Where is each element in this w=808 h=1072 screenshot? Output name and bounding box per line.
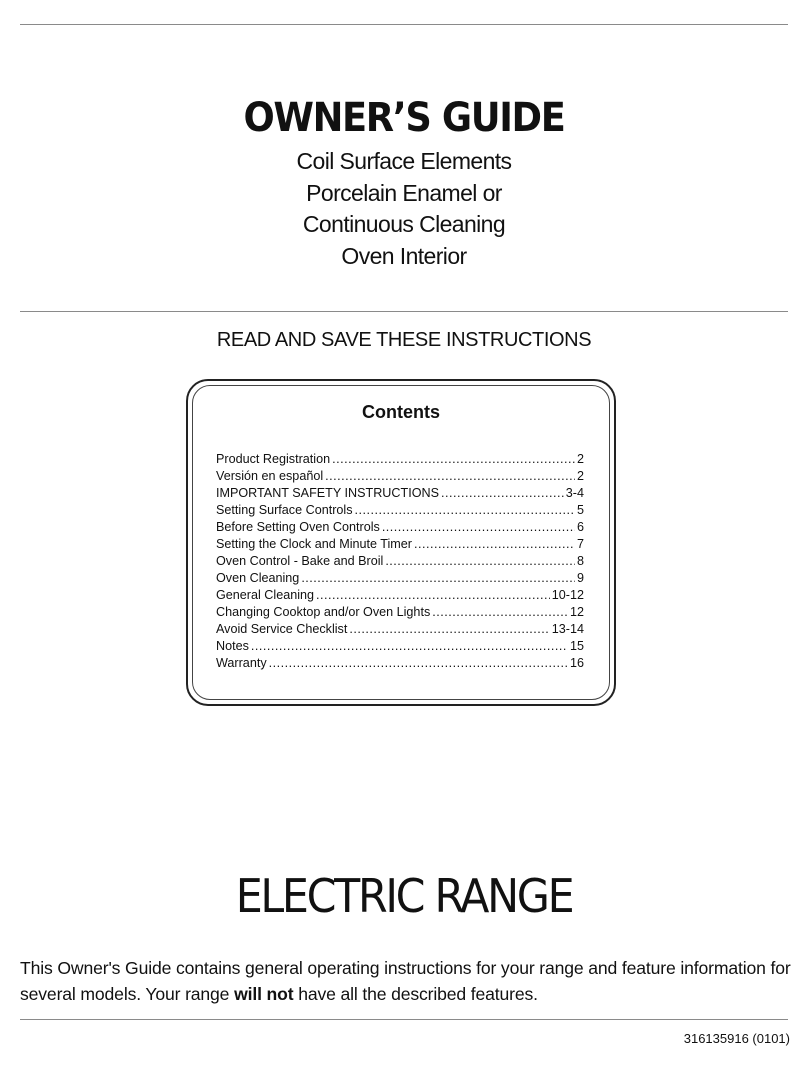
- toc-entry-page: 2: [576, 452, 584, 466]
- toc-entry-label: Product Registration: [216, 452, 331, 466]
- top-rule: [20, 24, 788, 25]
- intro-text-end: have all the described features.: [293, 984, 538, 1004]
- subtitle-line: Coil Surface Elements: [296, 148, 512, 174]
- toc-entry-label: Avoid Service Checklist: [216, 622, 348, 636]
- toc-entry: [216, 502, 584, 519]
- middle-rule: [20, 311, 788, 312]
- toc-entry-label: Oven Cleaning: [216, 571, 300, 585]
- toc-dot-leader: [382, 519, 575, 536]
- toc-dot-leader: [332, 451, 575, 468]
- toc-dot-leader: [385, 553, 575, 570]
- toc-entry-label: Versión en español: [216, 469, 324, 483]
- product-name: ELECTRIC RANGE: [235, 869, 573, 923]
- page-title: OWNER’S GUIDE: [243, 95, 565, 141]
- toc-dot-leader: [432, 604, 568, 621]
- toc-entry-page: 8: [576, 554, 584, 568]
- toc-entry-label: Before Setting Oven Controls: [216, 520, 380, 534]
- toc-entry-page: 16: [569, 656, 584, 670]
- contents-heading: Contents: [362, 402, 440, 422]
- toc-entry-page: 3-4: [565, 486, 584, 500]
- toc-dot-leader: [355, 502, 575, 519]
- toc-entry: [216, 638, 584, 655]
- toc-dot-leader: [316, 587, 550, 604]
- toc-entry: [216, 536, 584, 553]
- toc-entry: [216, 468, 584, 485]
- toc-entry: [216, 451, 584, 468]
- subtitle-line: Continuous Cleaning: [302, 211, 506, 237]
- toc-entry-label: Changing Cooktop and/or Oven Lights: [216, 605, 431, 619]
- toc-entry: [216, 553, 584, 570]
- intro-emphasis: will not: [234, 984, 294, 1004]
- subtitle-line: Porcelain Enamel or: [306, 179, 502, 206]
- toc-entry-page: 10-12: [551, 588, 584, 602]
- toc-entry: [216, 485, 584, 502]
- toc-entry: [216, 655, 584, 672]
- toc-entry-label: General Cleaning: [216, 588, 315, 602]
- intro-text: This Owner's Guide contains general operating instructions for your range and feature information for several models. Your range: [20, 958, 791, 1004]
- toc-entry: [216, 519, 584, 536]
- toc-entry-label: Setting the Clock and Minute Timer: [216, 537, 412, 551]
- toc-entry-label: Setting Surface Controls: [216, 503, 353, 517]
- toc-entry-page: 9: [576, 571, 584, 585]
- toc-entry: [216, 621, 584, 638]
- toc-entry-label: Warranty: [216, 656, 267, 670]
- toc-entry-page: 13-14: [551, 622, 584, 636]
- toc-dot-leader: [251, 638, 568, 655]
- toc-dot-leader: [325, 468, 575, 485]
- toc-entry-page: 2: [576, 469, 584, 483]
- toc-entry-page: 6: [576, 520, 584, 534]
- subtitle: [0, 146, 808, 272]
- toc-entry: [216, 604, 584, 621]
- toc-entry-page: 7: [576, 537, 584, 551]
- read-save-notice: READ AND SAVE THESE INSTRUCTIONS: [216, 329, 592, 351]
- subtitle-line: Oven Interior: [341, 242, 467, 269]
- toc-entry: [216, 587, 584, 604]
- contents-box: [186, 379, 616, 706]
- toc-dot-leader: [414, 536, 575, 553]
- toc-dot-leader: [301, 570, 575, 587]
- toc-entry-label: Oven Control - Bake and Broil: [216, 554, 384, 568]
- toc-entry-label: Notes: [216, 639, 249, 653]
- toc-dot-leader: [441, 485, 564, 502]
- toc-entry: [216, 570, 584, 587]
- toc-entry-label: IMPORTANT SAFETY INSTRUCTIONS: [216, 486, 439, 500]
- toc-entry-page: 5: [576, 503, 584, 517]
- toc-entry-page: 15: [569, 639, 584, 653]
- toc-dot-leader: [349, 621, 549, 638]
- document-number: 316135916 (0101): [683, 1031, 790, 1046]
- bottom-rule: [20, 1019, 788, 1020]
- toc-dot-leader: [269, 655, 568, 672]
- intro-paragraph: [20, 955, 800, 1007]
- toc-entry-page: 12: [569, 605, 584, 619]
- table-of-contents: [216, 451, 584, 672]
